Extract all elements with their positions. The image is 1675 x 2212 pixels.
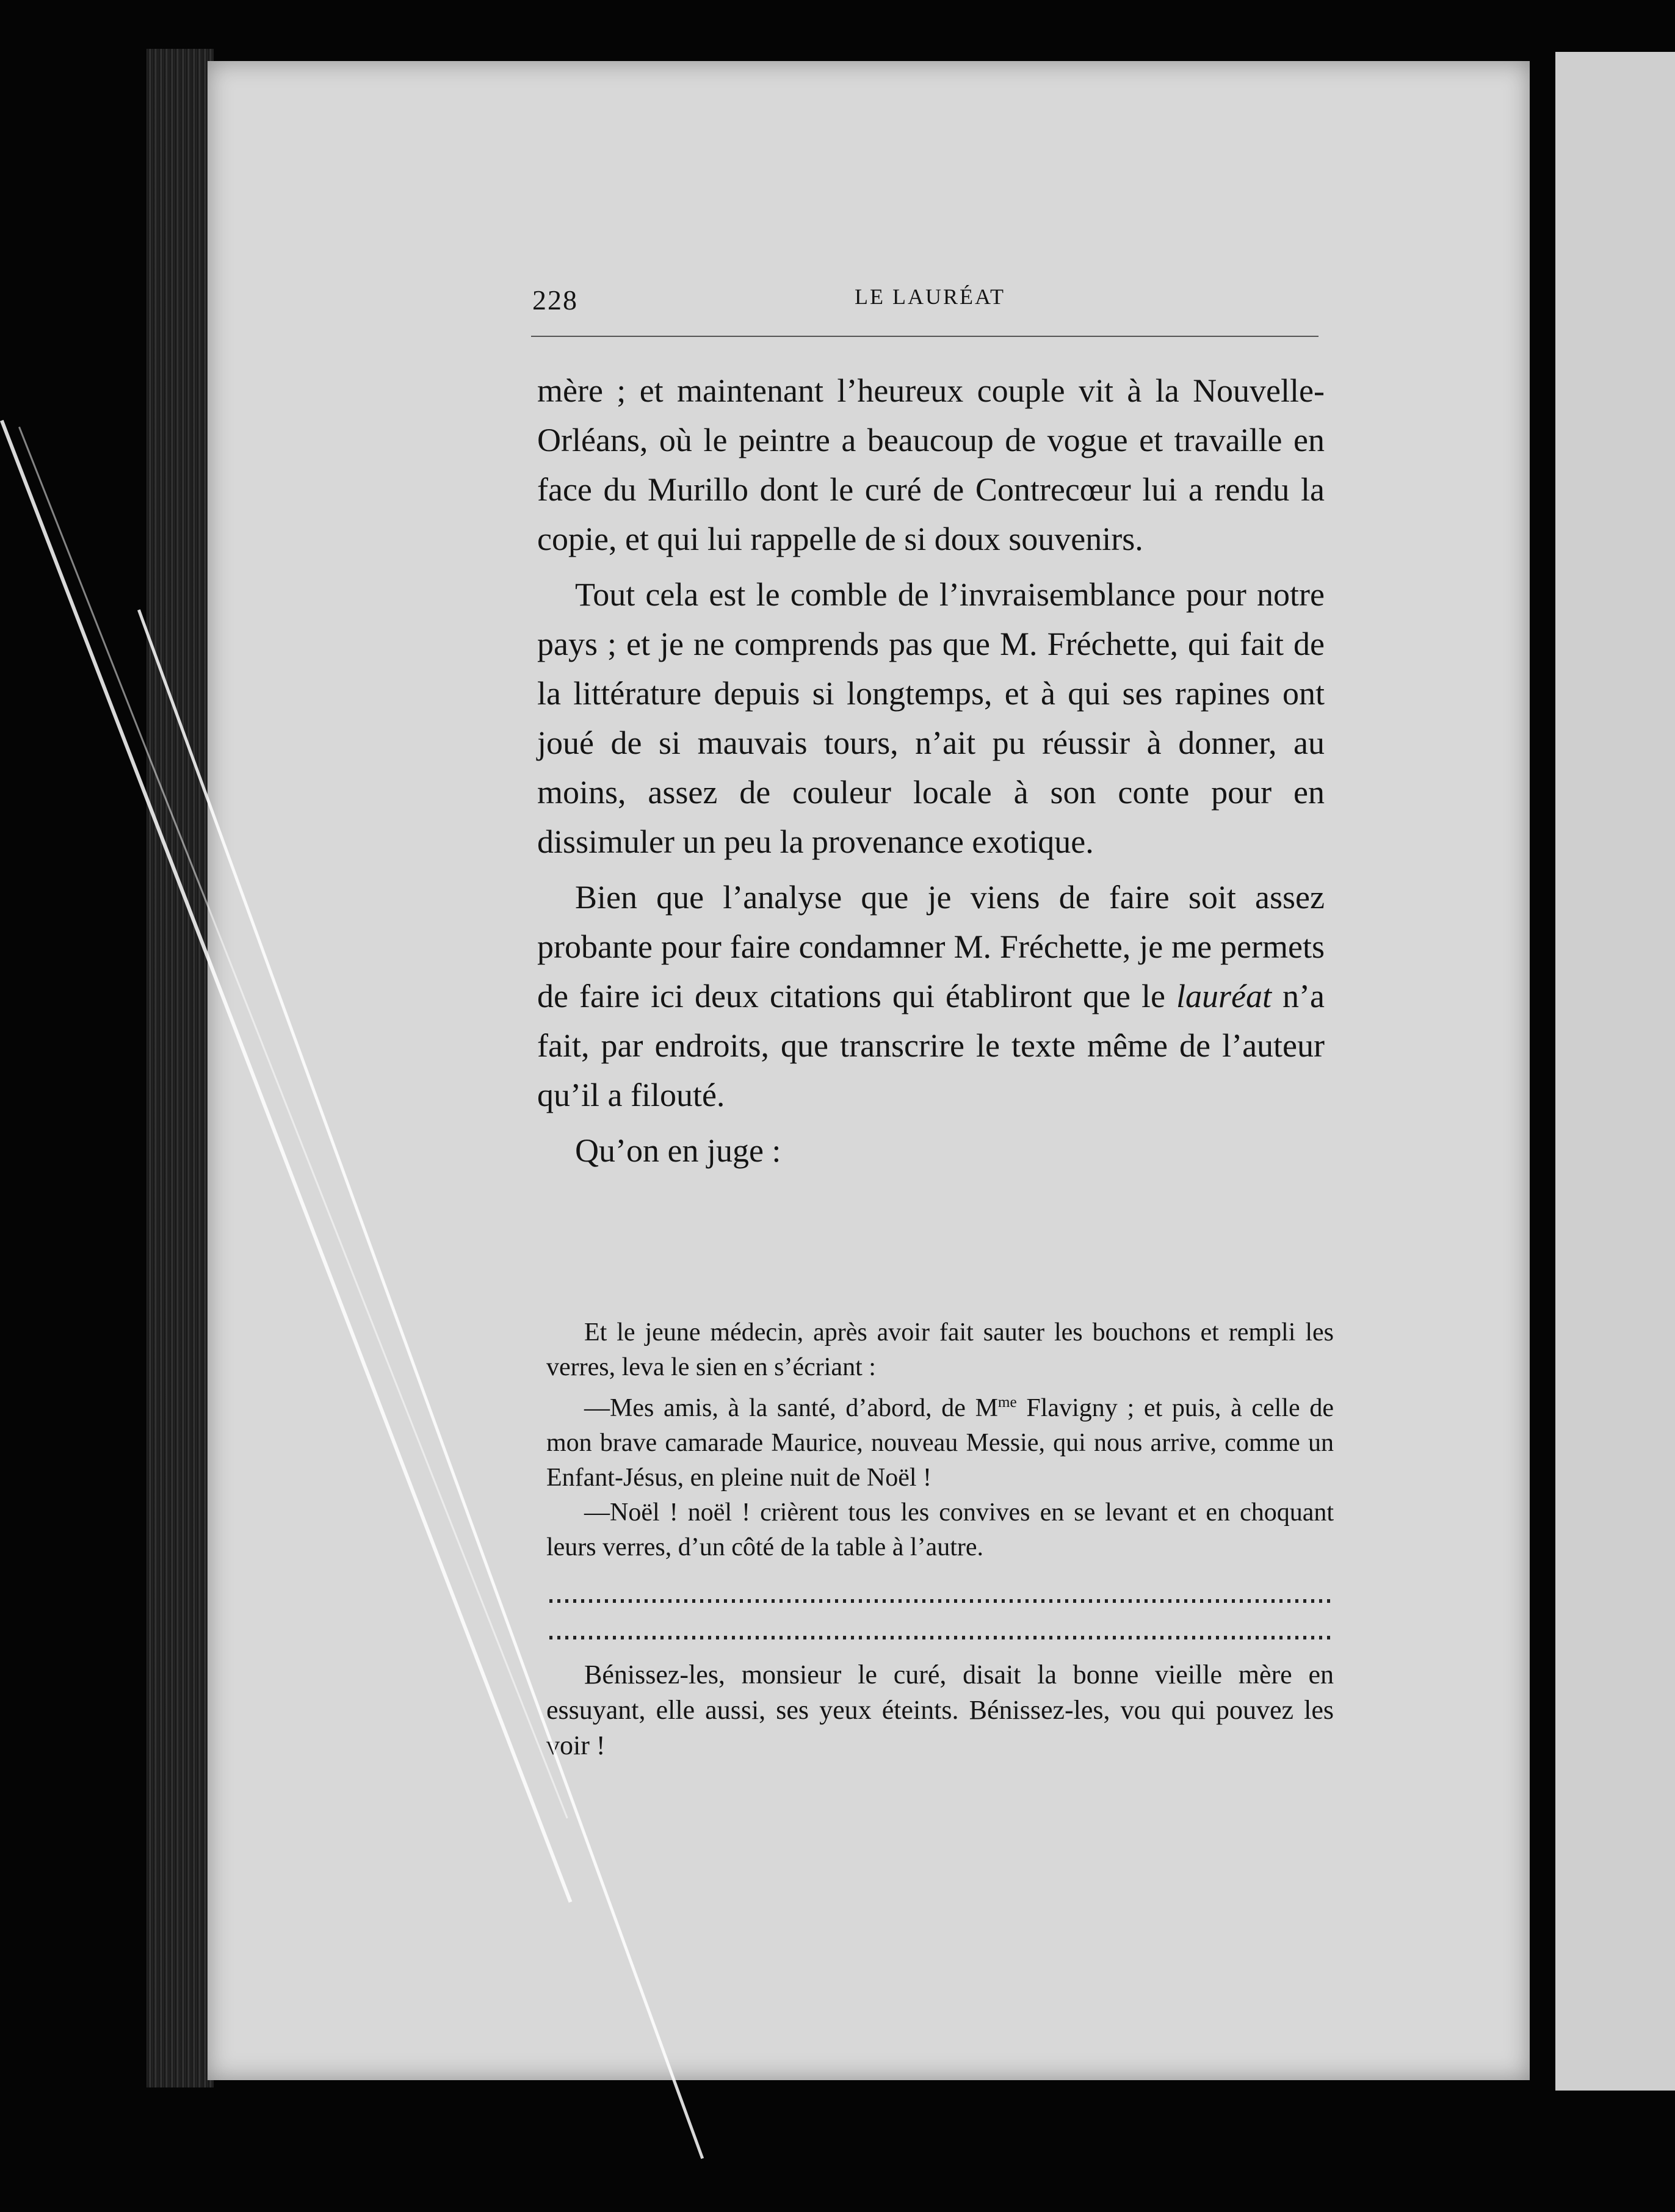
book-page-edges [147, 49, 214, 2087]
running-title: LE LAURÉAT [855, 284, 1005, 309]
page-content [532, 269, 1337, 1760]
quote-line-1: Et le jeune médecin, après avoir fait sauter les bouchons et rempli les verres, leva le sien en s’écriant : [546, 1318, 1334, 1381]
block-quote-2 [546, 1657, 1334, 1763]
block-quote-1 [546, 1315, 1334, 1565]
facing-page-edge [1555, 52, 1675, 2091]
ellipsis-row-2 [549, 1636, 1331, 1639]
quote-line-3: —Noël ! noël ! crièrent tous les convives en se levant et en choquant leurs verres, d’un côté de la table à l’autre. [546, 1498, 1334, 1561]
page-header [532, 269, 1337, 316]
header-rule [531, 336, 1319, 337]
paragraph-3 [537, 873, 1325, 1120]
paragraph-4: Qu’on en juge : [575, 1132, 781, 1169]
quote-line-2 [546, 1385, 1334, 1495]
quote2-text: Bénissez-les, monsieur le curé, disait la bonne vieille mère en essuyant, elle aussi, ses yeux éteints. Bénissez-les, vou qui pouvez les voir ! [546, 1660, 1334, 1760]
paragraph-3-start: Bien que l’analyse que je viens de faire soit assez probante pour faire condamner M. Fréchette, je me permets de faire ici deux citations qui établiront que le [537, 879, 1325, 1014]
page-number: 228 [532, 284, 578, 316]
italic-word: lauréat [1176, 978, 1272, 1014]
paragraph-3-end: n’a fait, par endroits, que transcrire le texte même de l’auteur qu’il a filouté. [537, 978, 1325, 1113]
quote-line-2-start: —Mes amis, à la santé, d’abord, de M [584, 1394, 998, 1422]
ellipsis-row-1 [549, 1599, 1331, 1603]
body-text [537, 366, 1325, 1182]
paragraph-1: mère ; et maintenant l’heureux couple vit à la Nouvelle-Orléans, où le peintre a beaucoup de vogue et travaille en face du Murillo dont le curé de Contrecœur lui a rendu la copie, et qui lui rappelle de si doux souvenirs. [537, 372, 1325, 557]
quote-line-2-end: Flavigny ; et puis, à celle de mon brave camarade Maurice, nouveau Messie, qui nous arrive, comme un Enfant-Jésus, en pleine nuit de Noël ! [546, 1394, 1334, 1492]
paragraph-2: Tout cela est le comble de l’invraisemblance pour notre pays ; et je ne comprends pas que M. Fréchette, qui fait de la littérature depuis si longtemps, et à qui ses rapines ont joué de si mauvais tours, n’ait pu réussir à donner, au moins, assez de couleur locale à son conte pour en dissimuler un peu la provenance exotique. [537, 576, 1325, 860]
quote-superscript: me [997, 1394, 1017, 1411]
